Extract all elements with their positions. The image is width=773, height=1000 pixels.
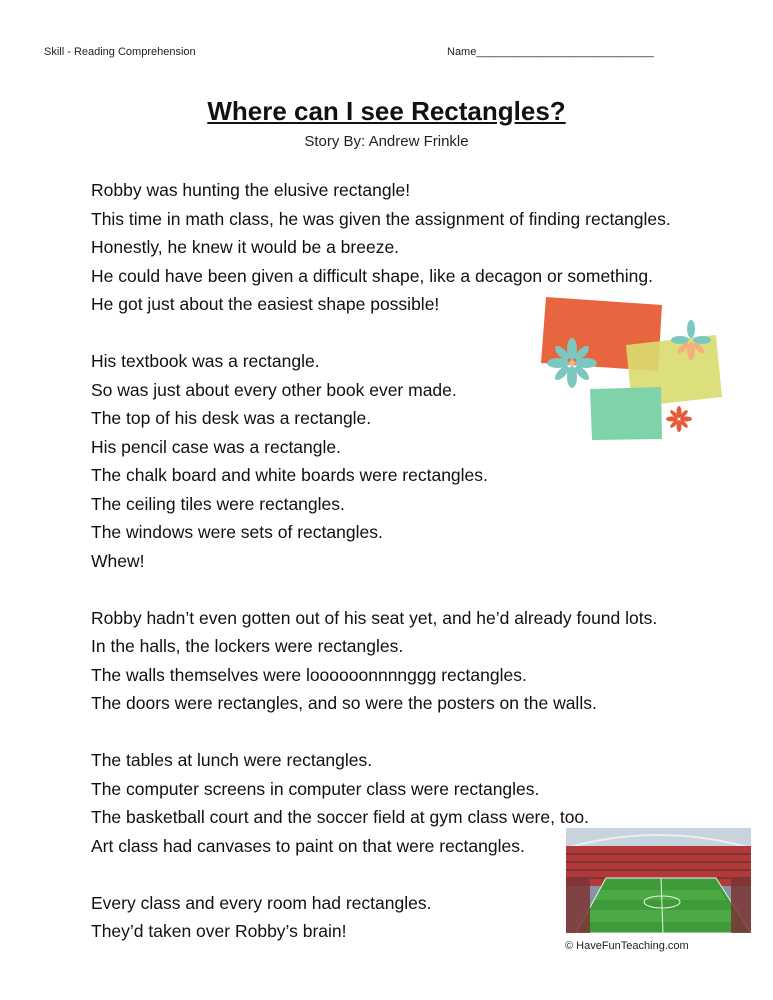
story-line: In the halls, the lockers were rectangles. xyxy=(91,636,404,656)
story-line: So was just about every other book ever made. xyxy=(91,379,457,400)
story-line: The chalk board and white boards were rectangles. xyxy=(91,465,488,485)
copyright-text: © HaveFunTeaching.com xyxy=(565,940,689,952)
story-byline: Story By: Andrew Frinkle xyxy=(304,133,469,150)
story-line: His pencil case was a rectangle. xyxy=(91,436,341,457)
story-line: The windows were sets of rectangles. xyxy=(91,522,383,542)
story-line: He could have been given a difficult shape, like a decagon or something. xyxy=(91,265,653,286)
story-line: They’d taken over Robby’s brain! xyxy=(91,921,347,941)
skill-label: Skill - Reading Comprehension xyxy=(44,46,196,58)
worksheet-title: Where can I see Rectangles? xyxy=(207,96,566,126)
name-field-label: Name_____________________________ xyxy=(447,46,654,58)
story-line: Robby was hunting the elusive rectangle! xyxy=(91,180,411,200)
story-line: Every class and every room had rectangles. xyxy=(91,892,432,913)
story-line: The top of his desk was a rectangle. xyxy=(91,408,372,428)
story-line: The computer screens in computer class were rectangles. xyxy=(91,778,540,799)
story-line: Robby hadn’t even gotten out of his seat yet, and he’d already found lots. xyxy=(91,607,658,628)
green-rectangle xyxy=(590,387,662,440)
story-line: The walls themselves were loooooonnnnggg rectangles. xyxy=(91,664,527,685)
story-line: The basketball court and the soccer field at gym class were, too. xyxy=(91,807,590,827)
stadium-photo xyxy=(566,828,751,933)
story-line: Whew! xyxy=(91,550,145,571)
story-line: The tables at lunch were rectangles. xyxy=(91,750,373,770)
red-flower-icon xyxy=(666,406,692,432)
story-line: He got just about the easiest shape possible! xyxy=(91,294,440,314)
rectangles-illustration xyxy=(536,293,726,443)
story-line: The doors were rectangles, and so were the posters on the walls. xyxy=(91,693,597,713)
story-line: Honestly, he knew it would be a breeze. xyxy=(91,237,400,257)
story-line: His textbook was a rectangle. xyxy=(91,351,320,371)
story-paragraph xyxy=(91,604,731,718)
story-line: This time in math class, he was given the assignment of finding rectangles. xyxy=(91,208,671,229)
story-line: Art class had canvases to paint on that were rectangles. xyxy=(91,835,525,856)
story-line: The ceiling tiles were rectangles. xyxy=(91,493,345,514)
